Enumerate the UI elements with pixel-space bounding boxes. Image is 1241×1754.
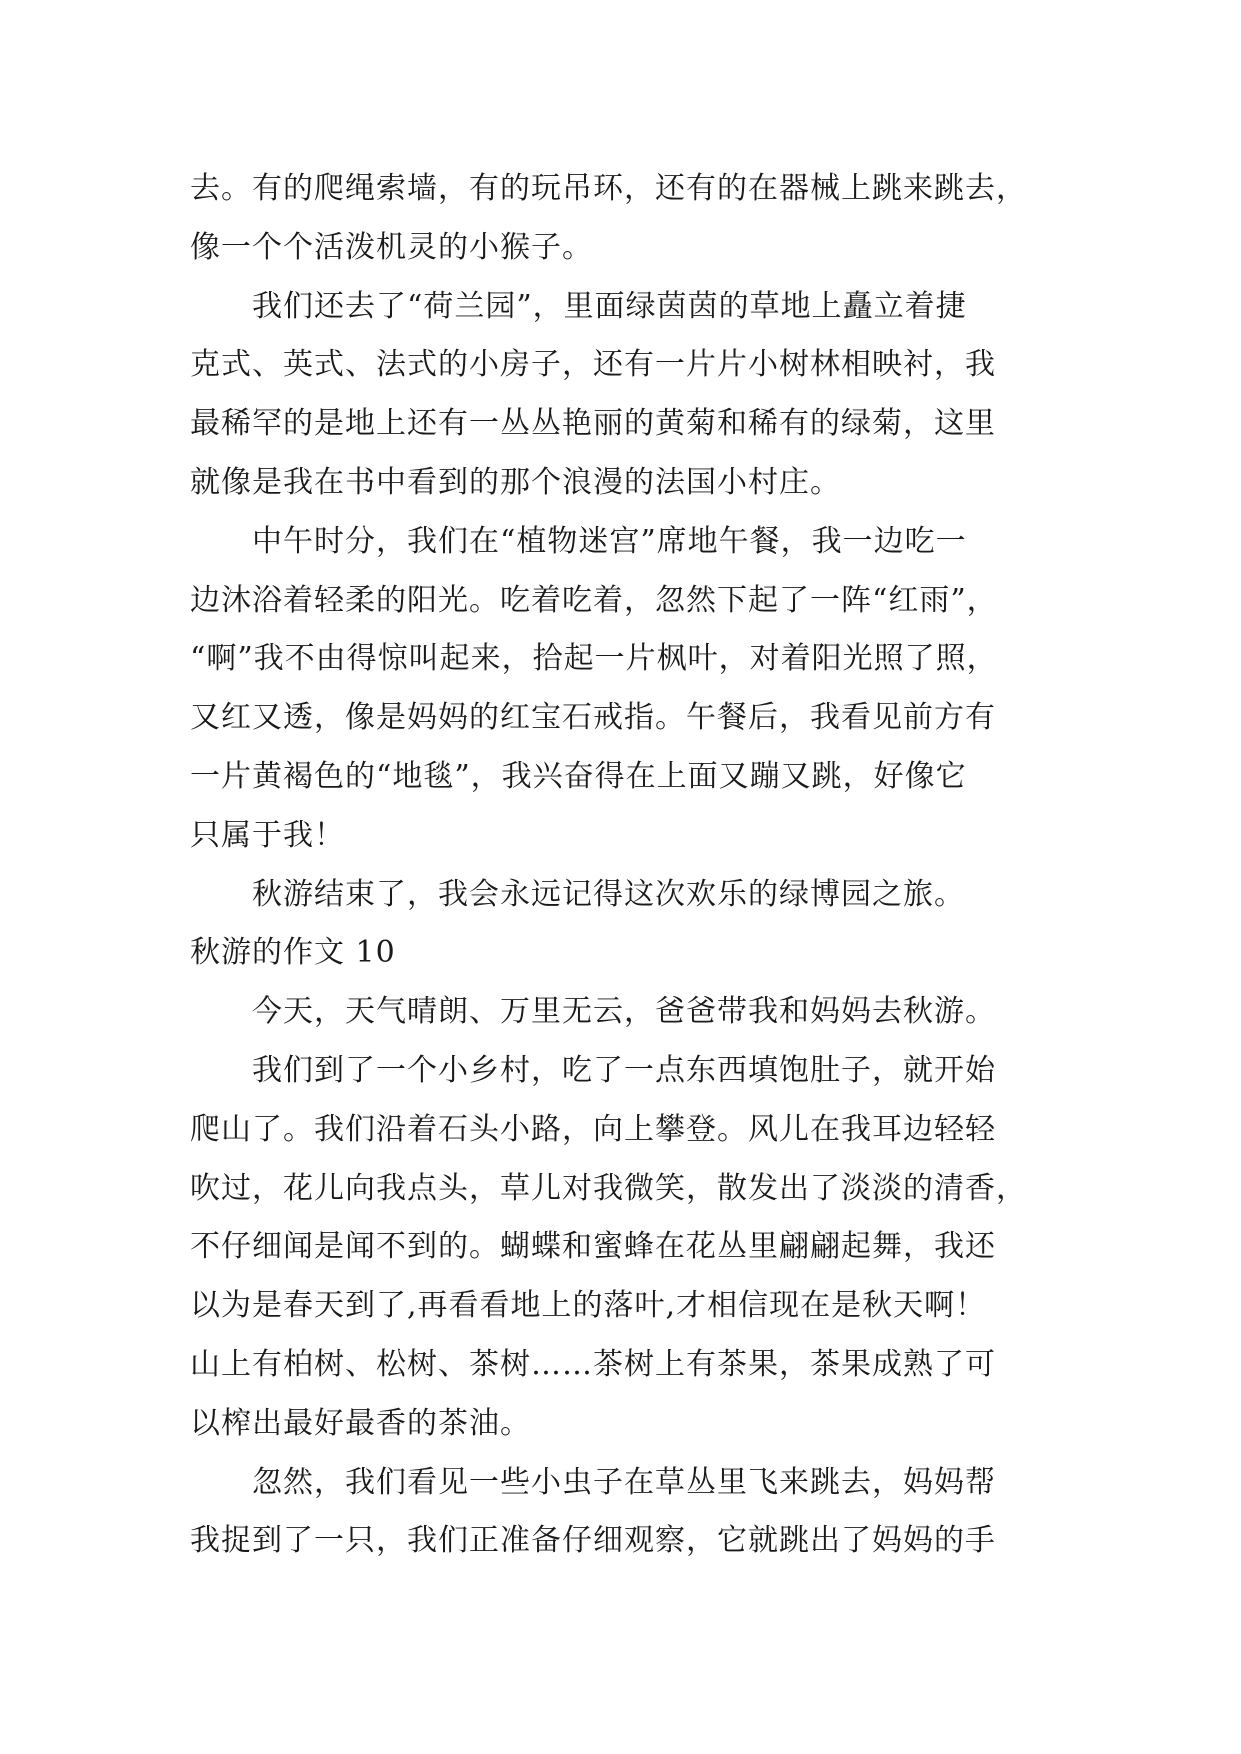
essay-text [190,160,1070,1571]
text-line: 又红又透，像是妈妈的红宝石戒指。午餐后，我看见前方有 [190,700,996,736]
text-line: 只属于我！ [190,817,345,853]
text-line: 我捉到了一只，我们正准备仔细观察，它就跳出了妈妈的手 [190,1523,996,1559]
text-line: 爬山了。我们沿着石头小路，向上攀登。风儿在我耳边轻轻 [190,1111,996,1147]
text-line: 今天，天气晴朗、万里无云，爸爸带我和妈妈去秋游。 [252,994,996,1030]
text-line: 我们还去了“荷兰园”，里面绿茵茵的草地上矗立着捷 [252,288,967,324]
text-line: 一片黄褐色的“地毯”，我兴奋得在上面又蹦又跳，好像它 [190,758,967,794]
text-line: 中午时分，我们在“植物迷宫”席地午餐，我一边吃一 [252,523,967,559]
text-line: 边沐浴着轻柔的阳光。吃着吃着，忽然下起了一阵“红雨”， [190,582,998,618]
text-line: 克式、英式、法式的小房子，还有一片片小树林相映衬，我 [190,347,996,383]
section-title: 秋游的作文 10 [190,935,396,971]
text-line: 以为是春天到了,再看看地上的落叶,才相信现在是秋天啊！ [190,1288,987,1324]
text-line: 最稀罕的是地上还有一丛丛艳丽的黄菊和稀有的绿菊，这里 [190,406,996,442]
text-line: 吹过，花儿向我点头，草儿对我微笑，散发出了淡淡的清香， [190,1170,1027,1206]
text-line: “啊”我不由得惊叫起来，拾起一片枫叶，对着阳光照了照， [190,641,998,677]
text-line: 去。有的爬绳索墙，有的玩吊环，还有的在器械上跳来跳去， [190,171,1027,206]
text-line: 我们到了一个小乡村，吃了一点东西填饱肚子，就开始 [252,1052,996,1088]
text-line: 山上有柏树、松树、茶树……茶树上有茶果，茶果成熟了可 [190,1346,996,1382]
text-line: 秋游结束了，我会永远记得这次欢乐的绿博园之旅。 [252,876,965,912]
text-line: 忽然，我们看见一些小虫子在草丛里飞来跳去，妈妈帮 [252,1464,996,1500]
text-line: 像一个个活泼机灵的小猴子。 [190,229,593,265]
text-line: 以榨出最好最香的茶油。 [190,1405,531,1441]
text-line: 就像是我在书中看到的那个浪漫的法国小村庄。 [190,464,841,500]
text-line: 不仔细闻是闻不到的。蝴蝶和蜜蜂在花丛里翩翩起舞，我还 [190,1229,996,1265]
